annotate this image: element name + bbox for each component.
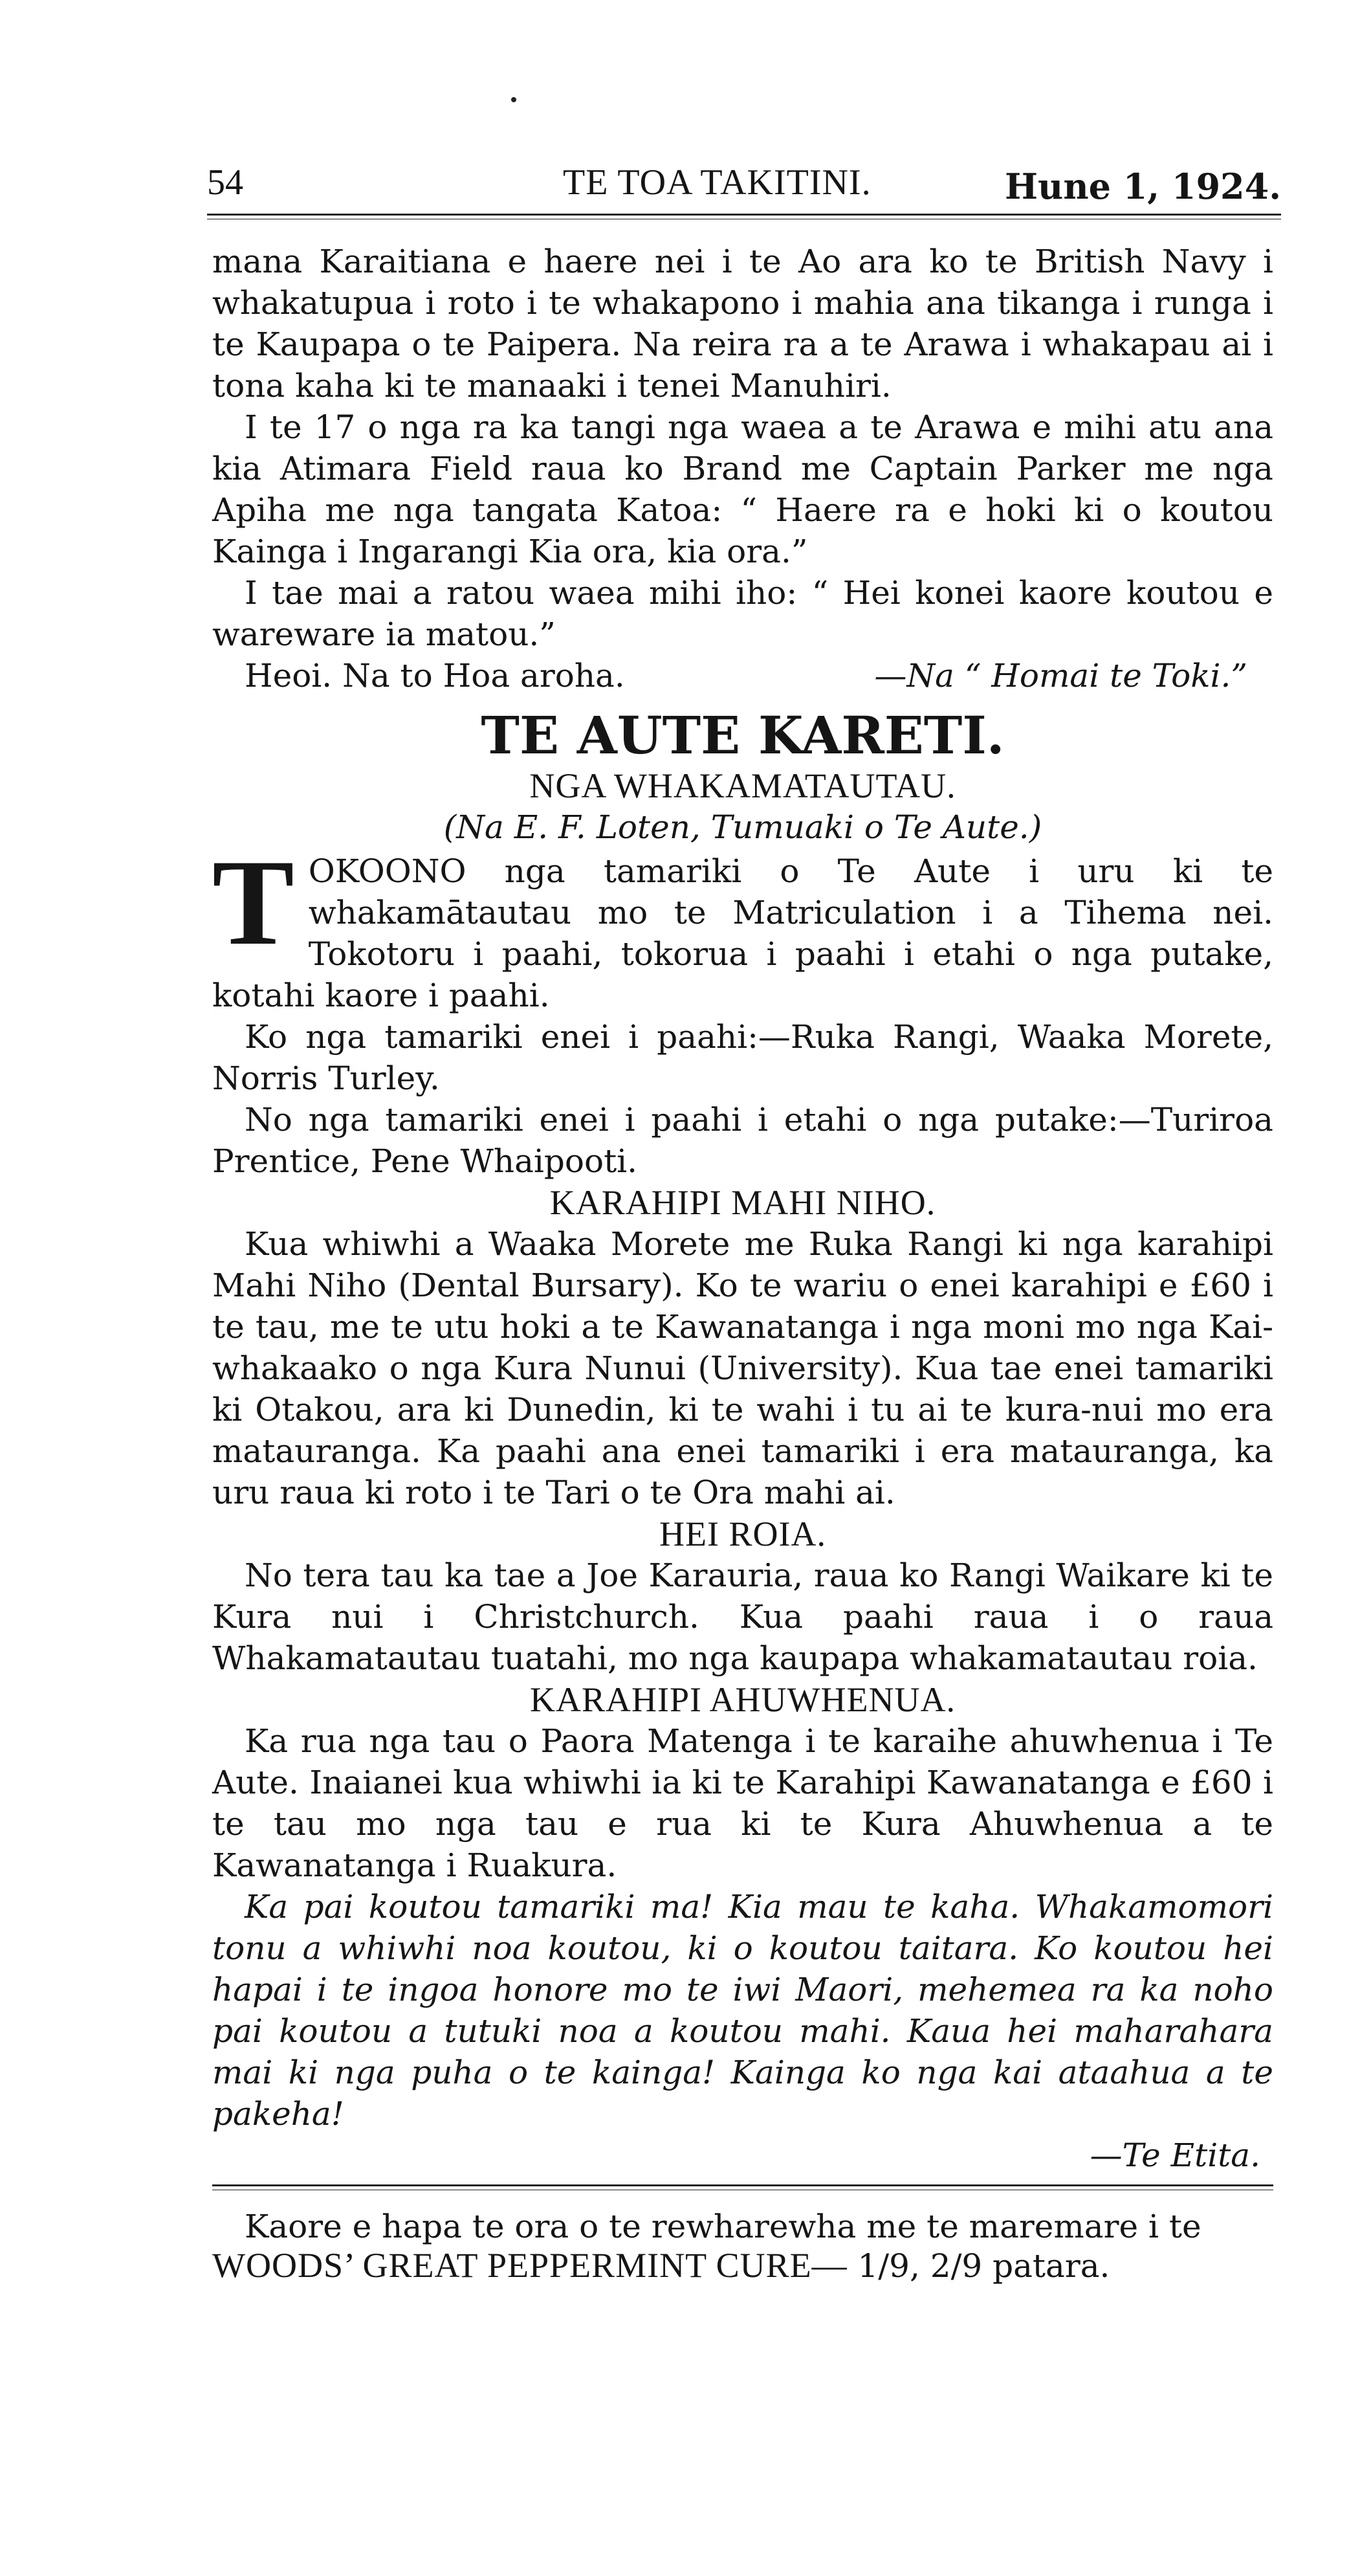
article-byline: (Na E. F. Loten, Tumuaki o Te Aute.) — [443, 808, 1042, 846]
article-section — [212, 705, 1273, 2176]
advert-line-2 — [212, 2246, 1273, 2285]
letter-signoff — [212, 655, 1273, 696]
page-header — [207, 162, 1281, 214]
partial-students: No nga tamariki enei i paahi i etahi o nga putake:—Turiroa Prentice, Pene Whaipooti. — [212, 1101, 1273, 1180]
letter-paragraph-1: mana Karaitiana e haere nei i te Ao ara ko te British Navy i whakatupua i roto i te whakapono i mahia ana tikanga i runga i te Kaupapa o te Paipera. Na reira ra a te Arawa i whakapau ai i tona kaha ki te manaaki i tenei Manuhiri. — [212, 243, 1273, 405]
page-number: 54 — [207, 162, 243, 203]
ahuwhenua-text: Ka rua nga tau o Paora Matenga i te karaihe ahuwhenua i Te Aute. Inaianei kua whiwhi ia ki te Karahipi Kawanatanga e £60 i te tau mo nga tau e rua ki te Kura Ahuwhenua a te Kawanatanga i Ruakura. — [212, 1722, 1273, 1884]
advertisement — [212, 2207, 1273, 2285]
advert-rule-top — [212, 2184, 1273, 2186]
ahuwhenua-heading: KARAHIPI AHUWHENUA. — [530, 1680, 956, 1719]
editorial-note: Ka pai koutou tamariki ma! Kia mau te kaha. Whakamomori tonu a whiwhi noa koutou, ki o koutou taitara. Ko koutou hei hapai i te ingoa honore mo te iwi Maori, mehemea ra ka noho pai koutou a tutuki noa a koutou mahi. Kaua hei maharahara mai ki nga puha o te kainga! Kainga ko nga kai ataahua a te pakeha! — [212, 1888, 1273, 2133]
letter-section — [212, 241, 1273, 696]
roia-heading: HEI ROIA. — [659, 1515, 826, 1553]
article-subtitle: NGA WHAKAMATAUTAU. — [529, 766, 956, 805]
letter-signature: —Na “ Homai te Toki.” — [874, 657, 1247, 694]
article-intro-block — [212, 835, 1273, 1016]
dental-text: Kua whiwhi a Waaka Morete me Ruka Rangi ki nga karahipi Mahi Niho (Dental Bursary). Ko te wariu o enei karahipi e £60 i te tau, me te utu hoki a te Kawanatanga i nga moni mo nga Kai-whakaako o nga Kura Nunui (University). Kua tae enei tamariki ki Otakou, ara ki Dunedin, ki te wahi i tu ai te kura-nui mo era matauranga. Ka paahi ana enei tamariki i era matauranga, ka uru raua ki roto i te Tari o te Ora mahi ai. — [212, 1225, 1273, 1511]
article-intro: OKOONO nga tamariki o Te Aute i uru ki te whakamātautau mo te Matriculation i a Tihema nei. Tokotoru i paahi, tokorua i paahi i etahi o nga putake, kotahi kaore i paahi. — [212, 852, 1273, 1014]
article-title: TE AUTE KARETI. — [481, 705, 1005, 766]
issue-date: Hune 1, 1924. — [1005, 166, 1281, 207]
advert-price: 1/9, 2/9 patara. — [857, 2247, 1110, 2285]
header-rule-top — [207, 214, 1281, 216]
print-speck — [511, 97, 516, 102]
editor-signature: —Te Etita. — [1090, 2137, 1260, 2174]
publication-title: TE TOA TAKITINI. — [563, 162, 872, 203]
advert-line-1: Kaore e hapa te ora o te rewharewha me te maremare i te — [245, 2208, 1201, 2245]
dental-heading: KARAHIPI MAHI NIHO. — [549, 1183, 936, 1222]
letter-closing: Heoi. Na to Hoa aroha. — [245, 657, 625, 694]
drop-cap: T — [212, 835, 294, 971]
advert-product: WOODS’ GREAT PEPPERMINT CURE— — [212, 2246, 848, 2285]
letter-paragraph-2: I te 17 o nga ra ka tangi nga waea a te Arawa e mihi atu ana kia Atimara Field raua ko Brand me Captain Parker me nga Apiha me nga tangata Katoa: “ Haere ra e hoki ki o koutou Kainga i Ingarangi Kia ora, kia ora.” — [212, 408, 1273, 570]
passed-students: Ko nga tamariki enei i paahi:—Ruka Rangi, Waaka Morete, Norris Turley. — [212, 1018, 1273, 1097]
letter-paragraph-3: I tae mai a ratou waea mihi iho: “ Hei konei kaore koutou e wareware ia matou.” — [212, 574, 1273, 653]
roia-text: No tera tau ka tae a Joe Karauria, raua ko Rangi Waikare ki te Kura nui i Christchurch. Kua paahi raua i o raua Whakamatautau tuatahi, mo nga kaupapa whakamatautau roia. — [212, 1557, 1273, 1677]
